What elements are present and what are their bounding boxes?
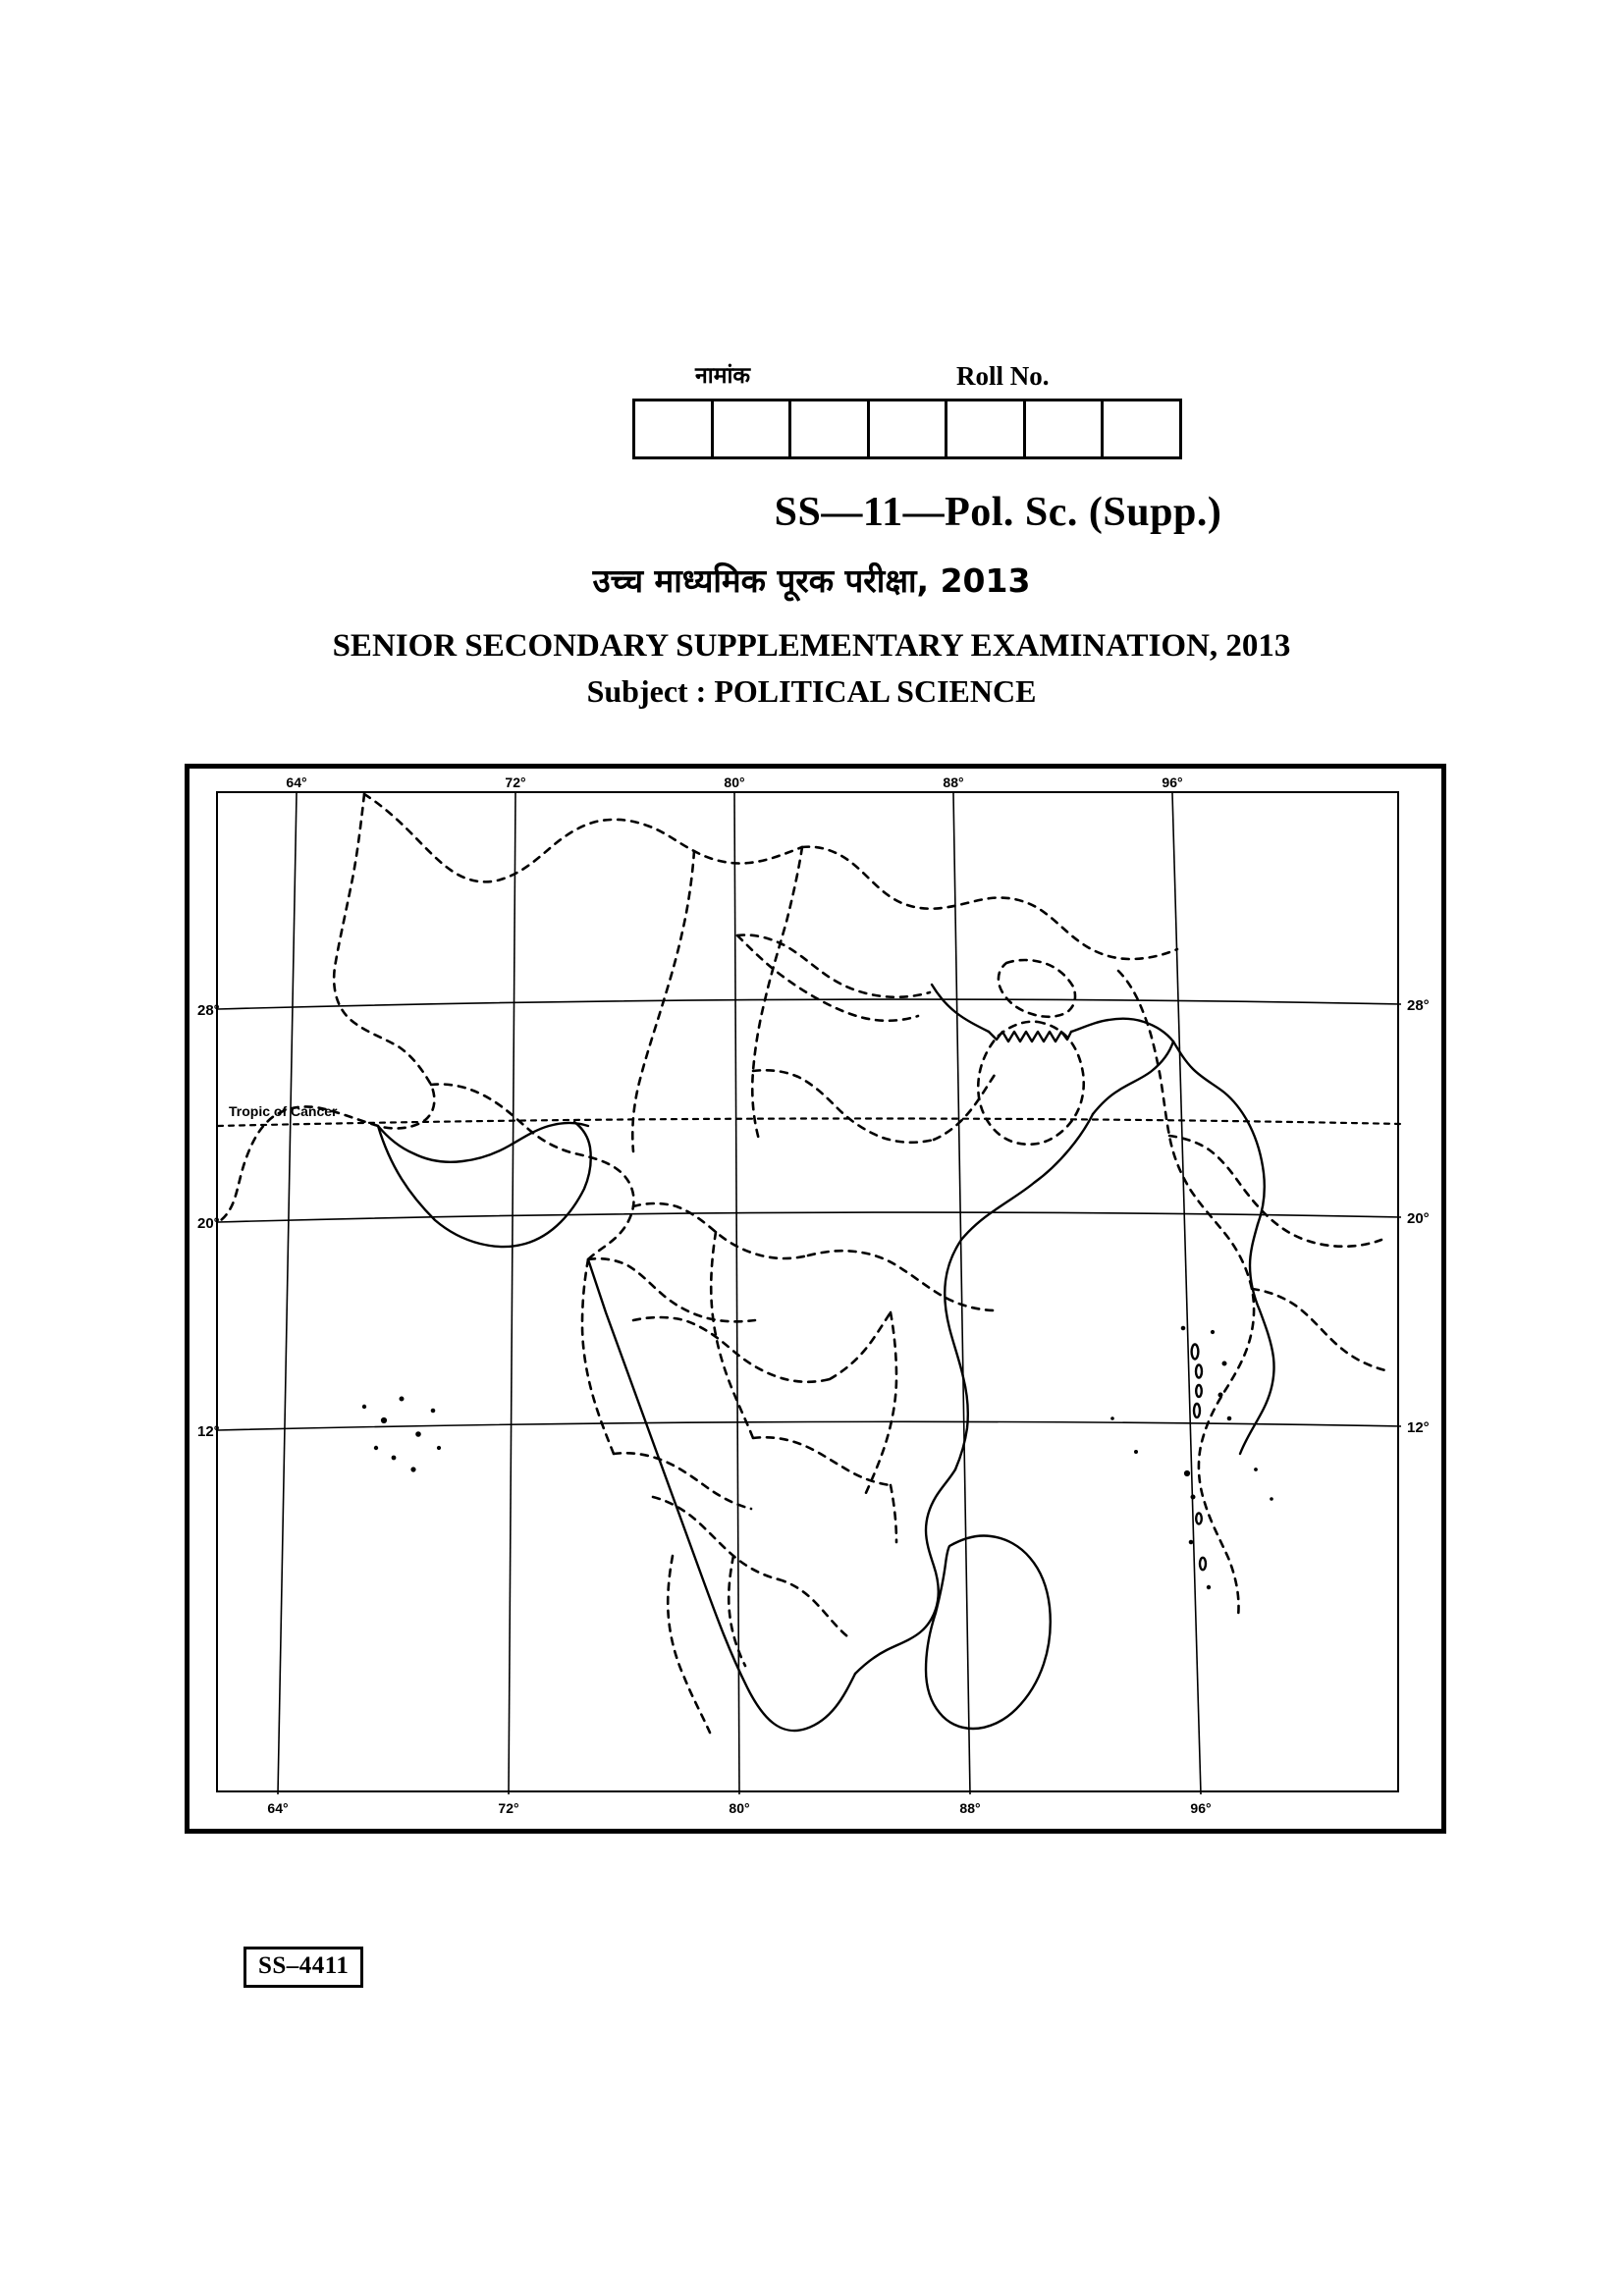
longitude-label-bottom-64: 64° [267, 1800, 289, 1816]
longitude-label-top-80: 80° [724, 774, 745, 790]
island-marks [362, 1326, 1272, 1589]
paper-code-heading: SS—11—Pol. Sc. (Supp.) [774, 490, 1222, 535]
roll-number-block [632, 361, 1182, 459]
longitude-label-top-88: 88° [943, 774, 964, 790]
meridian-lines [278, 793, 1201, 1794]
coastline [378, 985, 1274, 1731]
latitude-label-left-28: 28° [197, 1002, 220, 1019]
latitude-label-right-20: 20° [1407, 1210, 1430, 1227]
longitude-label-bottom-96: 96° [1190, 1800, 1212, 1816]
latitude-label-left-12: 12° [197, 1423, 220, 1440]
exam-title-english: SENIOR SECONDARY SUPPLEMENTARY EXAMINATION, 2013 [332, 628, 1291, 664]
latitude-label-right-12: 12° [1407, 1419, 1430, 1436]
roll-number-cell[interactable] [1026, 401, 1105, 456]
longitude-label-bottom-88: 88° [959, 1800, 981, 1816]
latitude-label-left-20: 20° [197, 1215, 220, 1232]
roll-number-label-hindi: नामांक [695, 363, 751, 389]
india-outline-map [191, 771, 1443, 1831]
roll-number-cell[interactable] [791, 401, 870, 456]
map-outer-frame [185, 764, 1446, 1834]
longitude-label-top-96: 96° [1162, 774, 1183, 790]
longitude-label-bottom-72: 72° [498, 1800, 519, 1816]
latitude-label-right-28: 28° [1407, 997, 1430, 1014]
exam-title-hindi: उच्च माध्यमिक पूरक परीक्षा, 2013 [592, 561, 1031, 600]
longitude-label-top-72: 72° [505, 774, 526, 790]
longitude-label-bottom-80: 80° [729, 1800, 750, 1816]
map-inner-frame [197, 774, 1430, 1816]
longitude-label-top-64: 64° [286, 774, 307, 790]
roll-number-cell[interactable] [870, 401, 948, 456]
roll-number-labels [632, 361, 1182, 399]
roll-number-cell[interactable] [947, 401, 1026, 456]
roll-number-cell[interactable] [714, 401, 792, 456]
tropic-of-cancer-line [218, 1118, 1401, 1126]
tropic-of-cancer-label: Tropic of Cancer [229, 1103, 338, 1119]
roll-number-cell[interactable] [1104, 401, 1179, 456]
roll-number-cell[interactable] [635, 401, 714, 456]
roll-number-label-english: Roll No. [956, 361, 1050, 391]
roll-number-grid[interactable] [632, 399, 1182, 459]
paper-serial-code: SS–4411 [243, 1947, 363, 1988]
international-boundaries [218, 794, 1389, 1733]
subject-heading: Subject : POLITICAL SCIENCE [586, 673, 1037, 709]
